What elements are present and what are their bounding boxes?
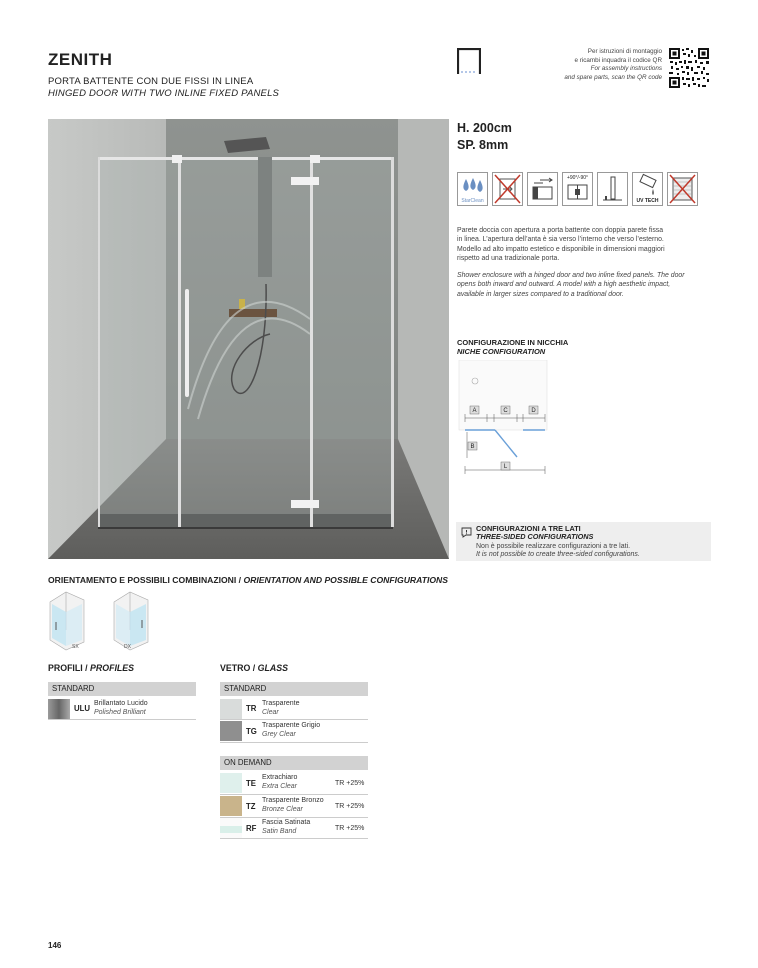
qr-line-3: For assembly instructions (590, 65, 662, 73)
glass-label (262, 722, 320, 740)
glass-name-english: Bronze Clear (262, 806, 303, 813)
product-photo (48, 119, 449, 559)
note-body-italian: Non è possibile realizzare configurazioni a tre lati. (476, 543, 631, 550)
glass-swatch (220, 796, 242, 816)
profile-swatch (48, 699, 70, 719)
profile-label (94, 700, 148, 718)
uv-tech-label: UV TECH (636, 198, 659, 204)
configuration-title-italian: CONFIGURAZIONE IN NICCHIA (457, 338, 569, 347)
glass-name-english: Clear (262, 708, 279, 716)
feature-icons (457, 172, 711, 208)
qr-code-icon[interactable] (668, 47, 710, 89)
uv-tech-icon (632, 172, 663, 206)
qr-instructions (540, 48, 662, 82)
glass-title: VETRO / GLASS (220, 663, 288, 673)
profiles-title-english: PROFILES (90, 663, 135, 673)
note-title-italian: CONFIGURAZIONI A TRE LATI (476, 524, 581, 533)
door-opening-icon (562, 172, 593, 206)
profiles-group-bar: STANDARD (48, 682, 196, 696)
glass-label (262, 819, 310, 837)
profiles-title-italian: PROFILI (48, 663, 83, 673)
glass-row[interactable] (220, 818, 368, 839)
niche-config-icon (457, 48, 481, 74)
glass-price: TR +25% (335, 824, 365, 832)
glass-standard-bar: STANDARD (220, 682, 368, 696)
glass-label (262, 774, 297, 792)
glass-swatch (220, 721, 242, 741)
description-italian (457, 226, 713, 263)
glass-name-italian: Extrachiaro (262, 774, 298, 782)
glass-code: TE (246, 778, 256, 788)
no-reversible-icon (492, 172, 523, 206)
product-title: ZENITH (48, 50, 113, 69)
glass-label (262, 797, 324, 815)
description-italian-line: in linea. L’apertura dell’anta è sia verso l’interno che verso l’esterno. (457, 236, 664, 244)
glass-price: TR +25% (335, 779, 365, 787)
qr-line-2: e ricambi inquadra il codice QR (574, 56, 662, 64)
glass-title-italian: VETRO (220, 663, 251, 673)
orientation-title-italian: ORIENTAMENTO E POSSIBILI COMBINAZIONI (48, 575, 237, 585)
orientation-left-label: SX (72, 644, 79, 650)
starclean-label: StarClean (461, 198, 484, 204)
glass-row[interactable] (220, 698, 368, 720)
glass-row[interactable] (220, 720, 368, 743)
page-number: 146 (48, 941, 62, 950)
no-shower-tray-icon (667, 172, 698, 206)
profile-name-italian: Brillantato Lucido (94, 699, 148, 707)
subtitle-english: HINGED DOOR WITH TWO INLINE FIXED PANELS (48, 88, 280, 99)
description-english (457, 271, 713, 299)
qr-line-1: Per istruzioni di montaggio (587, 48, 662, 55)
note-body-english: It is not possible to create three-sided configurations. (476, 551, 640, 558)
starclean-icon (457, 172, 488, 206)
label-a: A (472, 408, 477, 414)
label-b: B (470, 444, 475, 450)
glass-code: TR (246, 704, 257, 713)
orientation-right-label: DX (124, 644, 131, 650)
glass-name-italian: Trasparente (262, 699, 300, 707)
glass-name-italian: Trasparente Grigio (262, 722, 321, 730)
niche-diagram (457, 360, 553, 480)
glass-name-italian: Fascia Satinata (262, 819, 311, 827)
description-italian-line: Parete doccia con apertura a porta battente con doppia parete fissa (457, 227, 664, 234)
description-english-line: available in larger sizes compared to a traditional door. (457, 290, 624, 298)
orientation-title-english: ORIENTATION AND POSSIBLE CONFIGURATIONS (243, 575, 448, 585)
description-italian-line: rispetto ad una tradizionale porta. (457, 254, 560, 262)
subtitle-italian: PORTA BATTENTE CON DUE FISSI IN LINEA (48, 76, 254, 87)
glass-name-italian: Trasparente Bronzo (262, 797, 324, 805)
profile-name-english: Polished Brilliant (94, 708, 146, 716)
height-spec: H. 200cm (457, 121, 512, 135)
glass-label (262, 700, 299, 718)
width-adjust-icon (527, 172, 558, 206)
info-icon (461, 527, 472, 538)
description-english-line: Shower enclosure with a hinged door and two inline fixed panels. The door (457, 272, 685, 279)
description-english-line: opens both inward and outward. A model with a high aesthetic impact, (457, 281, 671, 289)
label-d: D (531, 408, 536, 414)
orientation-right-icon (110, 590, 154, 652)
profiles-title: PROFILI / PROFILES (48, 663, 135, 673)
qr-line-4: and spare parts, scan the QR code (564, 73, 662, 81)
glass-name-english: Grey Clear (262, 731, 296, 738)
glass-title-english: GLASS (257, 663, 288, 673)
thickness-spec: SP. 8mm (457, 138, 509, 152)
profile-code: ULU (74, 704, 91, 713)
glass-name-english: Satin Band (262, 828, 297, 835)
glass-code: RF (246, 823, 257, 833)
glass-row[interactable] (220, 772, 368, 795)
glass-price: TR +25% (335, 802, 365, 810)
glass-row[interactable] (220, 795, 368, 818)
configuration-title-english: NICHE CONFIGURATION (457, 347, 546, 356)
label-c: C (503, 408, 508, 414)
glass-swatch (220, 699, 242, 719)
orientation-title: ORIENTAMENTO E POSSIBILI COMBINAZIONI / ORIENTATION AND POSSIBLE CONFIGURATIONS (48, 575, 448, 585)
note-title-english: THREE-SIDED CONFIGURATIONS (476, 532, 594, 541)
glass-code: TG (246, 726, 257, 736)
glass-name-english: Extra Clear (262, 783, 298, 790)
glass-swatch (220, 773, 242, 793)
label-l: L (503, 464, 508, 470)
profile-row[interactable] (48, 698, 196, 720)
glass-code: TZ (246, 801, 256, 811)
description-italian-line: Modello ad alto impatto estetico e disponibile in dimensioni maggiori (457, 245, 665, 253)
glass-swatch (220, 818, 242, 838)
orientation-left-icon (46, 590, 90, 652)
door-opening-label: +90°/-90° (566, 175, 589, 181)
glass-on-demand-bar: ON DEMAND (220, 756, 368, 770)
wall-profile-icon (597, 172, 628, 206)
